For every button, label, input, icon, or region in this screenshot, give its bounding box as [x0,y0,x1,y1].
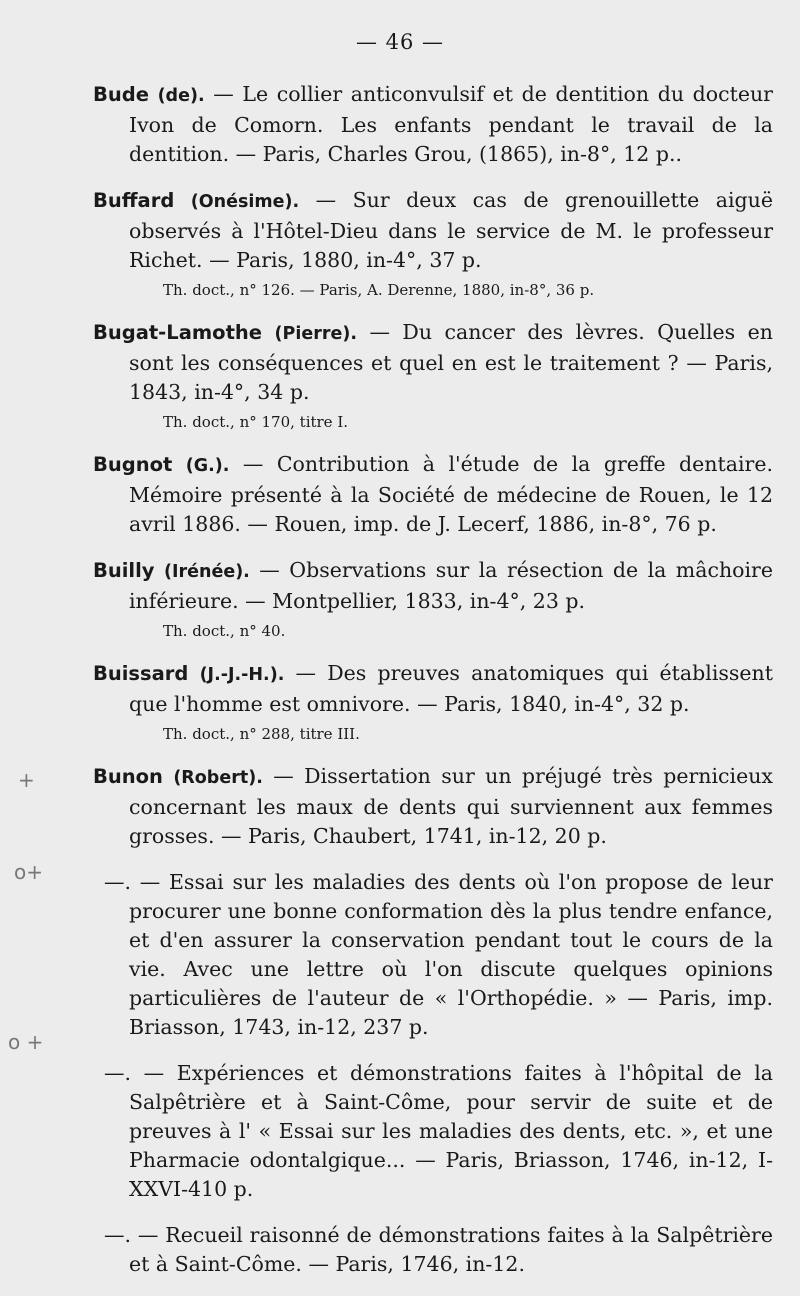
entry-author: Bugnot [93,453,173,476]
entry-text: — Observations sur la résection de la mâchoire inférieure. — Montpellier, 1833, in-4°, 23 p. [129,558,773,613]
entry-author-given: (Irénée). [163,562,250,582]
bibliography-entry [93,762,773,851]
entry-author: Builly [93,559,155,582]
entry-text: — Contribution à l'étude de la greffe dentaire. Mémoire présenté à la Société de médecine de Rouen, le 12 avril 1886. — Rouen, imp. de J. Lecerf, 1886, in-8°, 76 p. [129,452,773,536]
entry-author-given: (Pierre). [274,324,357,344]
entry-text: — Du cancer des lèvres. Quelles en sont les conséquences et quel en est le traitement ? — Paris, 1843, in-4°, 34 p. [129,320,773,404]
entry-dash: —. [104,1061,132,1085]
bibliography-entry [93,186,773,275]
margin-mark-circle-plus: o+ [14,860,43,884]
entry-text: — Le collier anticonvulsif et de dentition du docteur Ivon de Comorn. Les enfants pendant le travail de la dentition. — Paris, Charles Grou, (1865), in-8°, 12 p.. [129,82,773,166]
entry-author: Buissard [93,662,189,685]
entry-note: Th. doct., n° 40. [163,622,286,640]
entry-note: Th. doct., n° 288, titre III. [163,725,360,743]
entry-dash: —. [104,870,132,894]
entry-note: Th. doct., n° 170, titre I. [163,413,349,431]
entry-text: — Essai sur les maladies des dents où l'on propose de leur procurer une bonne conformation dès la plus tendre enfance, et d'en assurer la conservation pendant tout le cours de la vie. Avec une lettre où l'on discute quelques opinions particulières de l'auteur de « l'Orthopédie. » — Paris, imp. Briasson, 1743, in-12, 237 p. [129,870,773,1039]
margin-mark-plus: + [18,768,35,792]
entry-author-given: (J.-J.-H.). [199,665,285,685]
entry-text: — Sur deux cas de grenouillette aiguë observés à l'Hôtel-Dieu dans le service de M. le professeur Richet. — Paris, 1880, in-4°, 37 p. [129,188,773,272]
entry-author-given: (G.). [185,456,230,476]
bibliography-entry [93,1059,773,1204]
bibliography-entry [93,659,773,719]
entry-text: — Des preuves anatomiques qui établissent que l'homme est omnivore. — Paris, 1840, in-4°, 32 p. [129,661,773,716]
entry-author-given: (de). [157,86,205,106]
page-number: — 46 — [355,30,445,54]
entry-author: Bugat-Lamothe [93,321,263,344]
entry-author-given: (Robert). [173,768,263,788]
bibliography-entries [93,80,773,1296]
bibliography-entry [93,556,773,616]
bibliography-entry [93,450,773,539]
bibliography-entry [93,868,773,1042]
entry-text: — Dissertation sur un préjugé très pernicieux concernant les maux de dents qui surviennent aux femmes grosses. — Paris, Chaubert, 1741, in-12, 20 p. [129,764,773,848]
entry-note: Th. doct., n° 126. — Paris, A. Derenne, 1880, in-8°, 36 p. [163,281,595,299]
entry-author: Bude [93,83,149,106]
entry-text: — Recueil raisonné de démonstrations faites à la Salpêtrière et à Saint-Côme. — Paris, 1746, in-12. [129,1223,773,1276]
entry-text: — Expériences et démonstrations faites à l'hôpital de la Salpêtrière et à Saint-Côme, pour servir de suite et de preuves à l' « Essai sur les maladies des dents, etc. », et une Pharmacie odontalgique... — Paris, Briasson, 1746, in-12, I-XXVI-410 p. [129,1061,773,1201]
bibliography-entry [93,1221,773,1279]
entry-author: Buffard [93,189,175,212]
bibliography-entry [93,80,773,169]
entry-author: Bunon [93,765,163,788]
margin-mark-circle-plus-2: o + [8,1030,44,1054]
entry-dash: —. [104,1223,132,1247]
entry-author-given: (Onésime). [190,192,300,212]
bibliography-entry [93,318,773,407]
